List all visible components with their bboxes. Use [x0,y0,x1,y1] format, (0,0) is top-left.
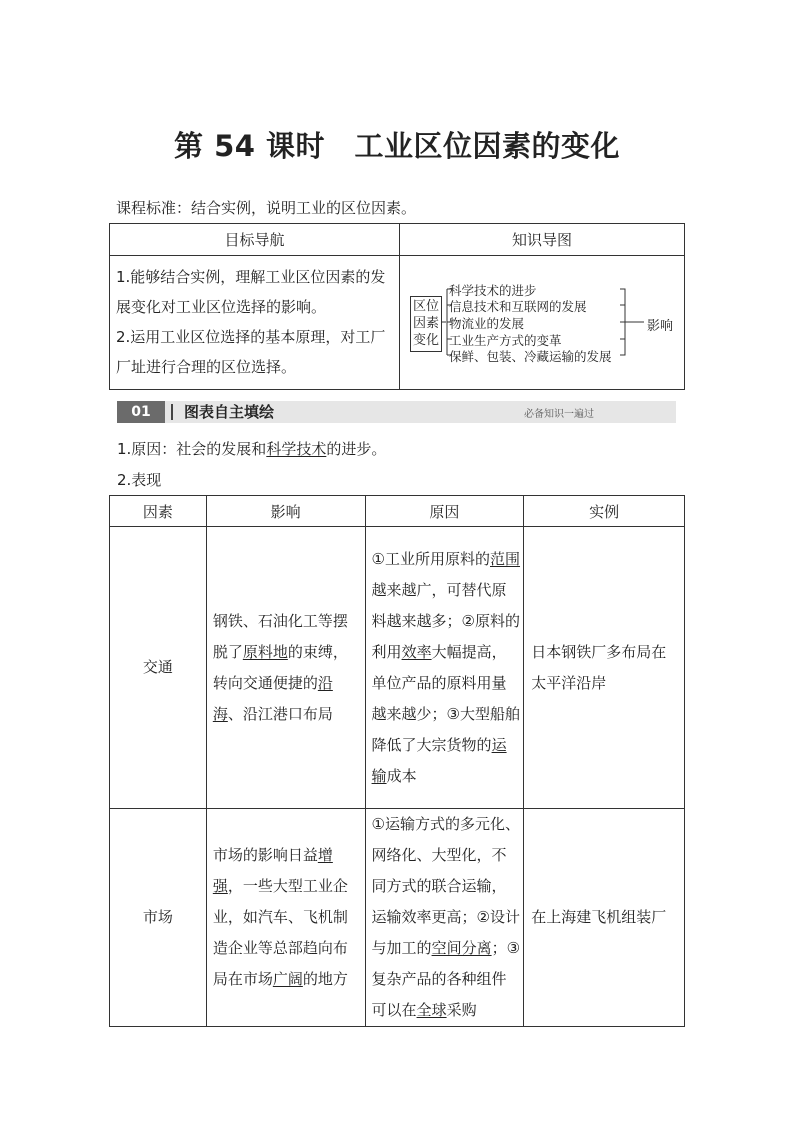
section-header [117,401,676,423]
header-factor: 因素 [110,496,207,527]
performance-heading: 2.表现 [117,471,162,489]
example-cell: 日本钢铁厂多布局在太平洋沿岸 [524,527,685,809]
impact-cell [206,527,365,809]
answer-text: 增强 [212,846,333,895]
reason-cell [365,809,524,1027]
map-item: 保鲜、包装、冷藏运输的发展 [449,349,612,364]
section-note: 必备知识一遍过 [524,409,594,420]
cell-text: ；③复杂产品的各种组件可以在 [371,939,521,1019]
cell-text: ①运输方式的多元化、网络化、大型化，不同方式的联合运输，运输效率更高；②设计与加工的 [371,815,520,957]
cell-text: 大幅提高，单位产品的原料用量越来越少；③大型船舶降低了大宗货物的 [371,642,520,754]
map-item: 科学技术的进步 [449,283,537,298]
answer-text: 广阔 [272,970,303,988]
table-row [110,527,685,809]
section-number: 01 [117,401,165,423]
cell-text: 的地方 [302,970,348,988]
map-bracket-lines [400,256,684,389]
factor-cell: 市场 [110,809,207,1027]
answer-text: 全球 [416,1001,447,1019]
answer-text: 运输 [371,735,507,785]
answer-text: 空间分离 [431,939,492,957]
cell-text: ，一些大型工业企业，如汽车、飞机制造企业等总部趋向布局在市场 [212,877,348,988]
answer-text: 效率 [401,642,432,661]
header-reason: 原因 [365,496,524,527]
map-center-node: 区位因素变化 [410,296,442,352]
header-impact: 影响 [206,496,365,527]
map-item: 工业生产方式的变革 [449,333,562,348]
map-item: 物流业的发展 [449,316,525,331]
section-title: 图表自主填绘 [184,403,275,421]
factor-cell: 交通 [110,527,207,809]
page-title: 第 54 课时 工业区位因素的变化 [173,129,621,163]
cell-text: 市场的影响日益 [212,846,318,864]
answer-text: 沿海 [212,673,333,723]
cell-text: 采购 [446,1001,477,1019]
knowledge-map [400,256,684,389]
cell-text: 成本 [386,766,417,785]
cell-text: 的束缚，转向交通便捷的 [212,642,348,692]
table-row [110,809,685,1027]
header-example: 实例 [524,496,685,527]
factors-table [109,495,685,1027]
impact-cell [206,809,365,1027]
example-cell: 在上海建飞机组装厂 [524,809,685,1027]
goals-cell [110,256,400,390]
knowledge-map-cell [400,256,685,390]
cause-answer: 科学技术 [266,440,327,458]
cause-text: 的进步。 [326,440,387,458]
section-divider [171,404,173,420]
goals-header: 目标导航 [110,224,400,256]
curriculum-standard: 课程标准：结合实例，说明工业的区位因素。 [116,199,417,217]
goal-item: 1.能够结合实例，理解工业区位因素的发展变化对工业区位选择的影响。 [116,268,386,316]
cell-text: ①工业所用原料的 [371,549,490,568]
cell-text: 钢铁、石油化工等摆脱了 [212,611,348,661]
answer-text: 范围 [490,549,521,568]
goals-and-knowledge-table [109,223,685,390]
answer-text: 原料地 [242,642,288,661]
cell-text: 、沿江港口布局 [227,704,333,723]
knowledge-map-header: 知识导图 [400,224,685,256]
cause-text: 1.原因：社会的发展和 [117,440,267,458]
map-effect-node: 影响 [647,319,674,334]
cause-paragraph [117,438,386,459]
goal-item: 2.运用工业区位选择的基本原理，对工厂厂址进行合理的区位选择。 [116,328,386,376]
reason-cell [365,527,524,809]
map-item: 信息技术和互联网的发展 [449,299,587,314]
cell-text: 越来越广，可替代原料越来越多；②原料的利用 [371,580,520,661]
